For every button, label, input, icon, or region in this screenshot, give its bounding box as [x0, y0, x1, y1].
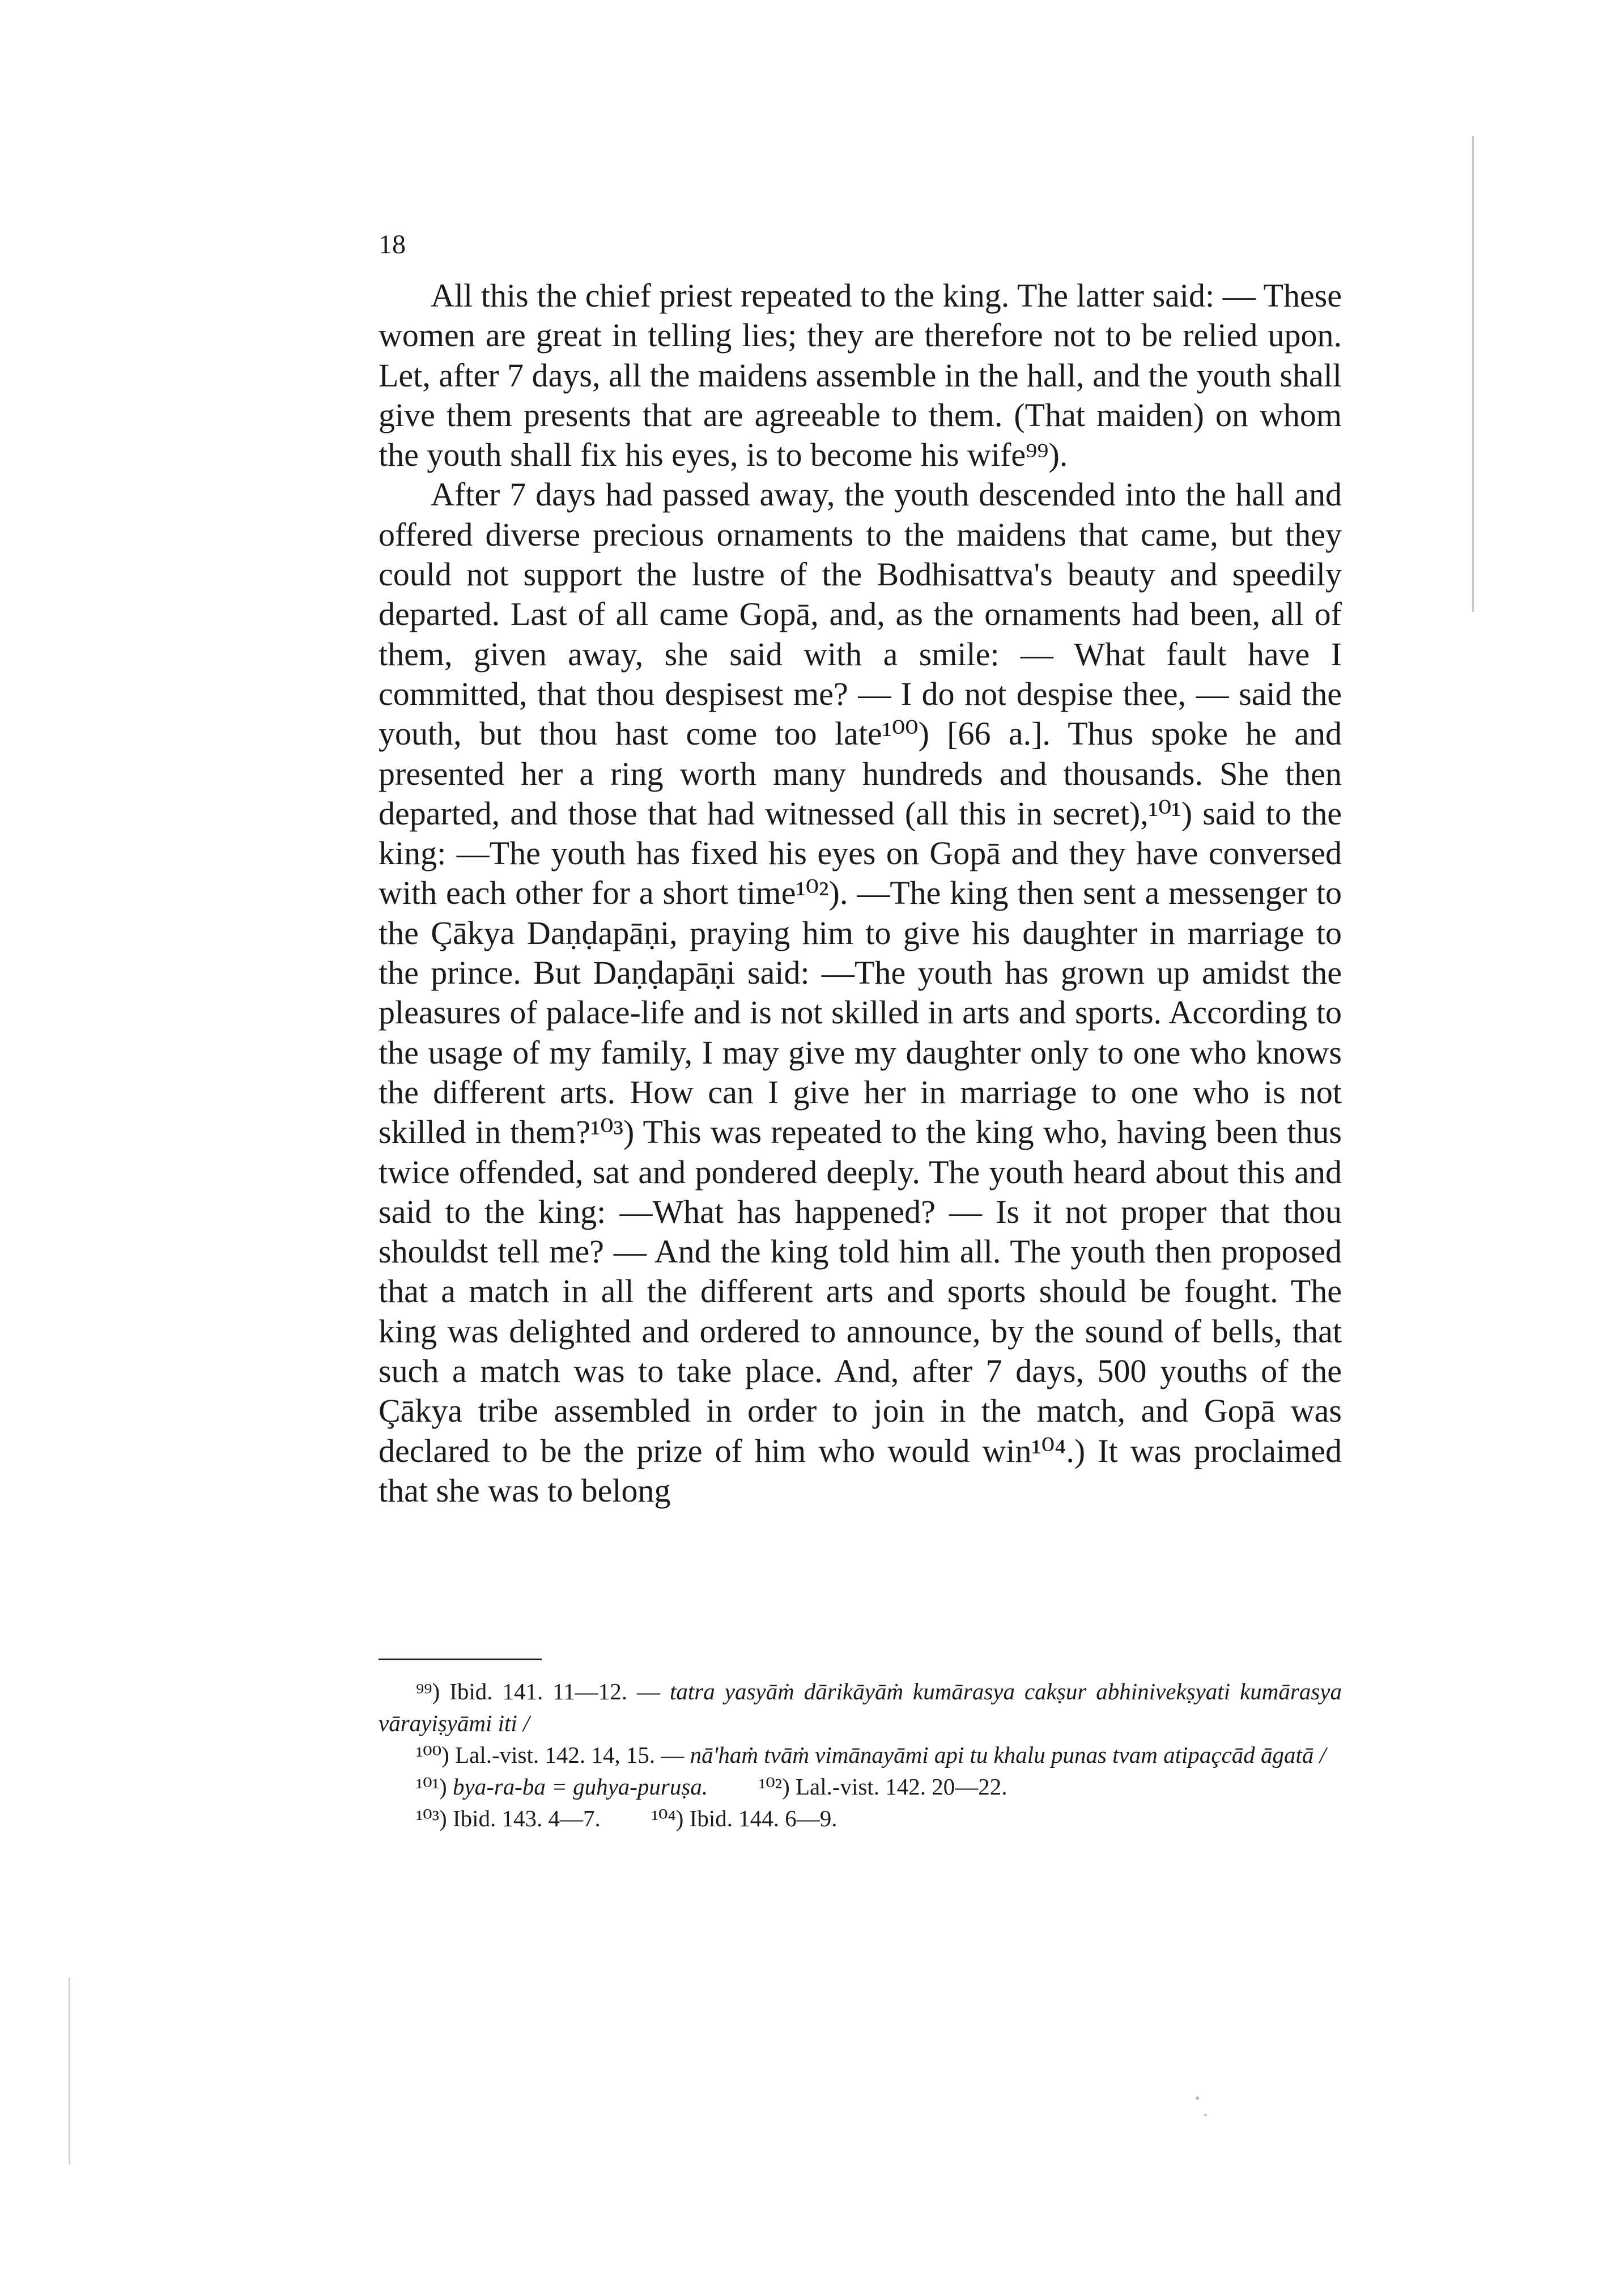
page-number: 18 — [379, 229, 406, 260]
scan-speck — [1196, 2097, 1199, 2100]
paragraph-1: All this the chief priest repeated to the king. The latter said: — These women are great in telling lies; they are therefore not to be relied upon. Let, after 7 days, all the maidens assemble in the hall, and the youth shall give them presents that are agreeable to them. (That maiden) on whom the youth shall fix his eyes, is to become his wife⁹⁹). — [379, 277, 1342, 474]
footnote-marker: ¹⁰³) — [416, 1805, 447, 1831]
footnotes — [379, 1676, 1342, 1834]
footnote-quote: bya-ra-ba = guhya-puruṣa. — [452, 1774, 708, 1800]
footnote-divider — [379, 1659, 542, 1660]
footnote-reference: Ibid. 143. 4—7. — [452, 1805, 601, 1831]
footnote-marker: ¹⁰¹) — [416, 1774, 447, 1800]
footnote-quote: tatra yasyāṁ dārikāyāṁ kumārasya cakṣur abhinivekṣyati kumārasya vārayiṣyāmi iti / — [379, 1678, 1342, 1736]
footnote-reference: Lal.-vist. 142. 14, 15. — — [455, 1742, 685, 1768]
footnote-99 — [379, 1676, 1342, 1739]
footnote-103-104 — [379, 1802, 1342, 1834]
paragraph-2: After 7 days had passed away, the youth descended into the hall and offered diverse precious ornaments to the maidens that came, but they could not support the lustre of the Bodhisattva's beauty and speedily departed. Last of all came Gopā, and, as the ornaments had been, all of them, given away, she said with a smile: — What fault have I committed, that thou despisest me? — I do not despise thee, — said the youth, but thou hast come too late¹⁰⁰) [66 a.]. Thus spoke he and presented her a ring worth many hundreds and thousands. She then departed, and those that had witnessed (all this in secret),¹⁰¹) said to the king: —The youth has fixed his eyes on Gopā and they have conversed with each other for a short time¹⁰²). —The king then sent a messenger to the Çākya Daṇḍapāṇi, praying him to give his daughter in marriage to the prince. But Daṇḍapāṇi said: —The youth has grown up amidst the pleasures of palace-life and is not skilled in arts and sports. According to the usage of my family, I may give my daughter only to one who knows the different arts. How can I give her in marriage to one who is not skilled in them?¹⁰³) This was repeated to the king who, having been thus twice offended, sat and pondered deeply. The youth heard about this and said to the king: —What has happened? — Is it not proper that thou shouldst tell me? — And the king told him all. The youth then proposed that a match in all the different arts and sports should be fought. The king was delighted and ordered to announce, by the sound of bells, that such a match was to take place. And, after 7 days, 500 youths of the Çākya tribe assembled in order to join in the match, and Gopā was declared to be the prize of him who would win¹⁰⁴.) It was proclaimed that she was to belong — [379, 476, 1342, 1509]
footnote-marker: ¹⁰⁰) — [416, 1742, 449, 1768]
footnote-reference: Lal.-vist. 142. 20—22. — [796, 1774, 1007, 1800]
footnote-marker: ¹⁰²) — [759, 1774, 790, 1800]
scan-speck — [1204, 2114, 1207, 2116]
footnote-100 — [379, 1739, 1342, 1771]
footnote-marker: ¹⁰⁴) — [651, 1805, 684, 1831]
main-text — [379, 276, 1342, 1511]
footnote-reference: Ibid. 141. 11—12. — — [449, 1678, 661, 1704]
scan-edge-mark-right — [1472, 136, 1474, 612]
scan-edge-mark-left — [69, 1978, 70, 2165]
footnote-reference: Ibid. 144. 6—9. — [689, 1805, 837, 1831]
footnote-101-102 — [379, 1771, 1342, 1802]
footnote-quote: nā'haṁ tvāṁ vimānayāmi api tu khalu punas tvam atipaçcād āgatā / — [690, 1742, 1327, 1768]
footnote-marker: ⁹⁹) — [416, 1678, 440, 1704]
